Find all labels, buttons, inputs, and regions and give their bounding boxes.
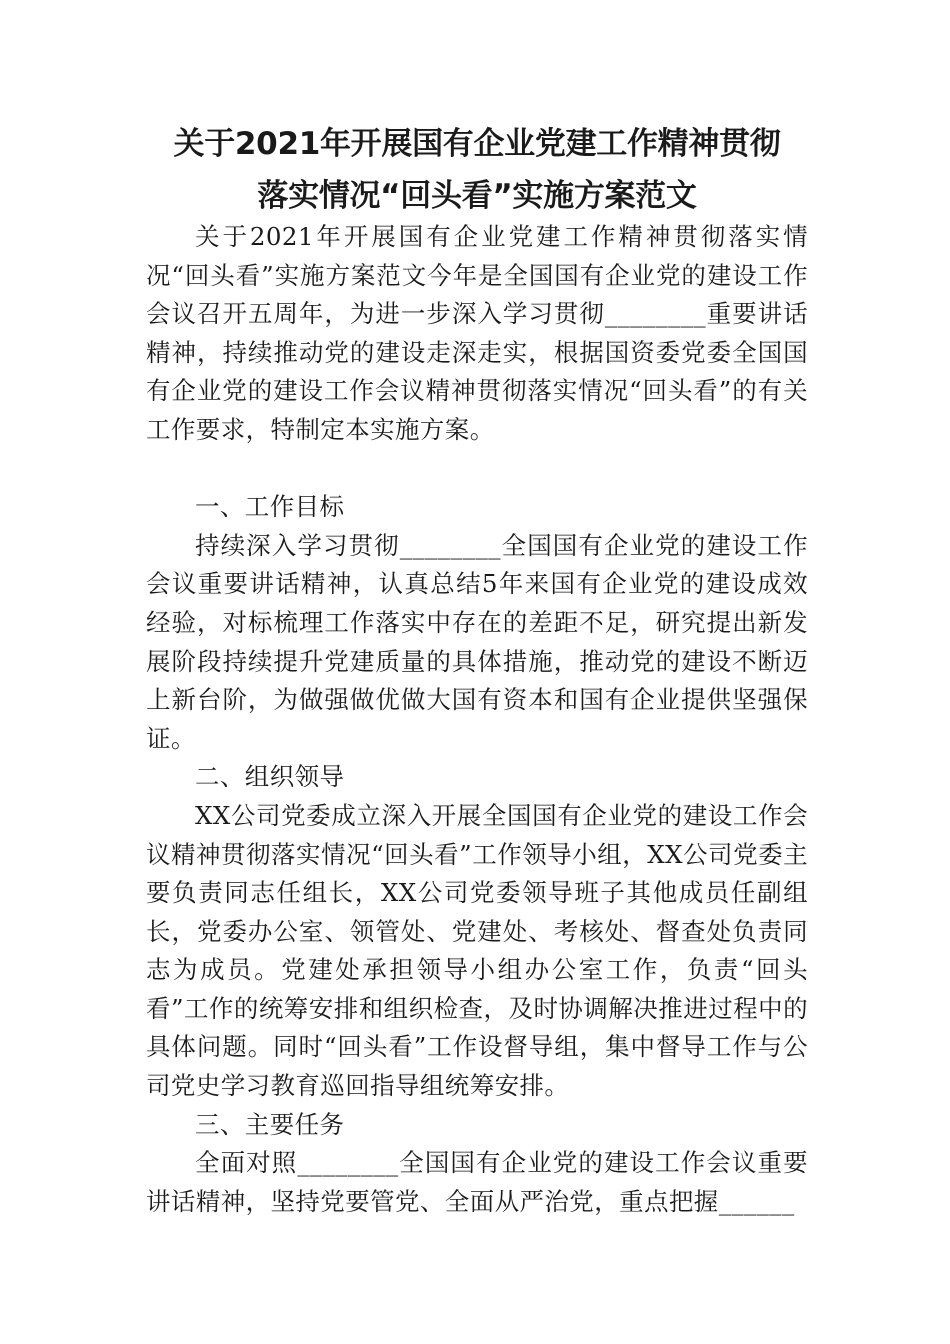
document-page: [146, 118, 808, 1221]
section-2-body: XX公司党委成立深入开展全国国有企业党的建设工作会议精神贯彻落实情况“回头看”工作领导小组，XX公司党委主要负责同志任组长，XX公司党委领导班子其他成员任副组长，党委办公室、领管处、党建处、考核处、督查处负责同志为成员。党建处承担领导小组办公室工作，负责“回头看”工作的统筹安排和组织检查，及时协调解决推进过程中的具体问题。同时“回头看”工作设督导组，集中督导工作与公司党史学习教育巡回指导组统筹安排。: [146, 800, 808, 1101]
paragraph-spacer: [146, 450, 808, 489]
title-line-2: 落实情况“回头看”实施方案范文: [257, 178, 697, 214]
section-2-heading: 二、组织领导: [195, 762, 345, 792]
section-1-body: 持续深入学习贯彻________全国国有企业党的建设工作会议重要讲话精神，认真总结5年来国有企业党的建设成效经验，对标梳理工作落实中存在的差距不足，研究提出新发展阶段持续提升党建质量的具体措施，推动党的建设不断迈上新台阶，为做强做优做大国有资本和国有企业提供坚强保证。: [146, 530, 808, 753]
title-line-1: 关于2021年开展国有企业党建工作精神贯彻: [173, 126, 781, 162]
intro-paragraph: 关于2021年开展国有企业党建工作精神贯彻落实情况“回头看”实施方案范文今年是全国国有企业党的建设工作会议召开五周年，为进一步深入学习贯彻________重要讲话精神，持续推动党的建设走深走实，根据国资委党委全国国有企业党的建设工作会议精神贯彻落实情况“回头看”的有关工作要求，特制定本实施方案。: [146, 222, 808, 444]
section-1-heading: 一、工作目标: [195, 492, 345, 522]
section-3-heading: 三、主要任务: [195, 1109, 345, 1139]
section-3-body: 全面对照________全国国有企业党的建设工作会议重要讲话精神，坚持党要管党、全面从严治党，重点把握______: [146, 1148, 808, 1216]
document-title: [140, 118, 814, 222]
